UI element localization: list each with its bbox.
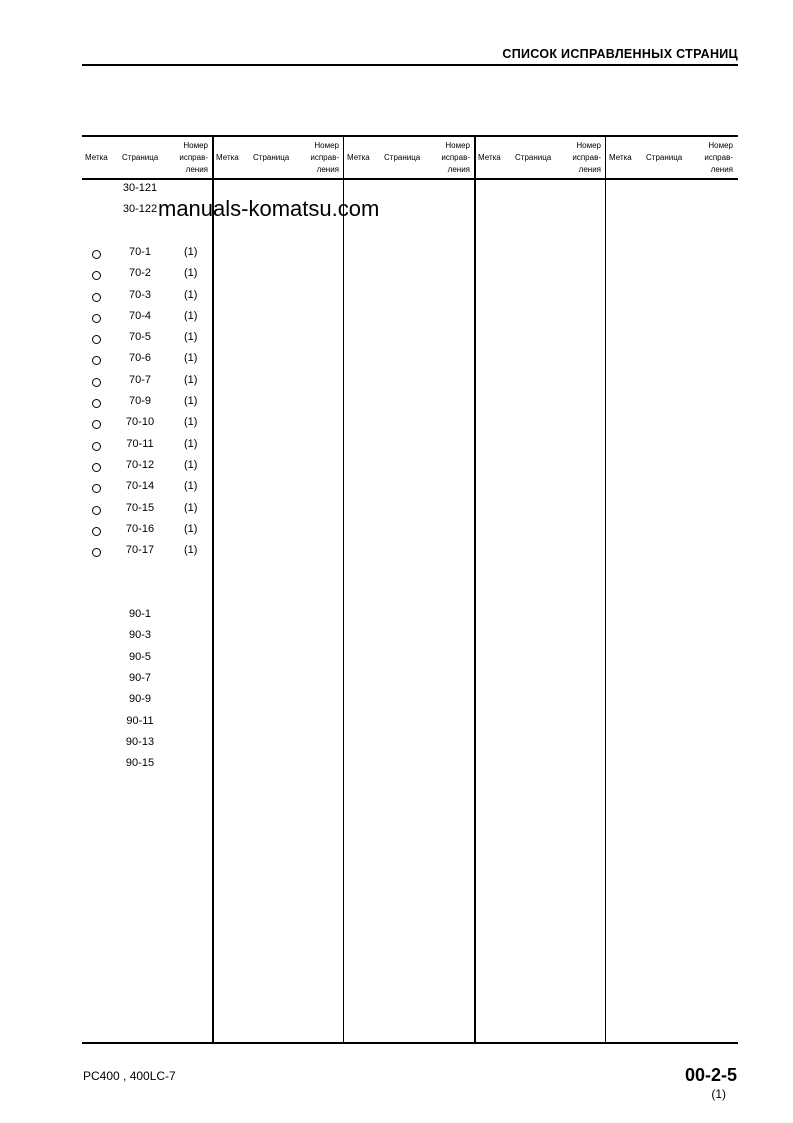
footer-revision: (1) bbox=[711, 1087, 726, 1101]
revision-cell: (1) bbox=[184, 395, 198, 407]
col-header-revision bbox=[441, 140, 470, 176]
column-divider bbox=[605, 135, 606, 1044]
column-divider bbox=[343, 135, 344, 1044]
revision-mark-circle-icon bbox=[92, 527, 101, 536]
column-group-header bbox=[82, 135, 213, 179]
col-header-revision-line: Номер bbox=[576, 141, 601, 150]
col-header-mark: Метка bbox=[216, 153, 239, 162]
col-header-page: Страница bbox=[253, 153, 290, 162]
revision-cell: (1) bbox=[184, 309, 198, 322]
col-header-revision-line: Номер bbox=[183, 141, 208, 150]
col-header-revision-line: Номер bbox=[708, 141, 733, 150]
revised-pages-table bbox=[82, 135, 738, 1044]
revision-cell: (1) bbox=[184, 522, 198, 535]
revision-cell: (1) bbox=[184, 416, 198, 429]
revision-mark-circle-icon bbox=[92, 356, 101, 365]
page-cell: 90-11 bbox=[126, 714, 154, 727]
page-cell: 90-9 bbox=[128, 693, 152, 706]
page-cell: 70-12 bbox=[125, 458, 155, 471]
col-header-revision-line: ления bbox=[316, 165, 339, 174]
footer-model: PC400 , 400LC-7 bbox=[83, 1069, 176, 1083]
column-group-header bbox=[475, 135, 606, 179]
col-header-page: Страница bbox=[384, 153, 421, 162]
table-row bbox=[82, 289, 212, 310]
page-cell: 90-13 bbox=[125, 735, 155, 748]
col-header-revision bbox=[572, 140, 601, 176]
page-cell: 70-2 bbox=[128, 267, 152, 280]
revision-mark-circle-icon bbox=[92, 463, 101, 472]
col-header-mark: Метка bbox=[85, 153, 108, 162]
table-row bbox=[82, 629, 212, 650]
revision-mark-circle-icon bbox=[92, 271, 101, 280]
col-header-revision-line: Номер bbox=[445, 141, 470, 150]
col-header-mark: Метка bbox=[609, 153, 632, 162]
revision-mark-circle-icon bbox=[92, 378, 101, 387]
page-cell: 30-122 bbox=[122, 203, 158, 216]
page-cell: 90-15 bbox=[125, 757, 155, 770]
table-row bbox=[82, 715, 212, 736]
watermark: manuals-komatsu.com bbox=[158, 196, 380, 221]
page-cell: 70-5 bbox=[128, 331, 152, 344]
footer-page-number: 00-2-5 bbox=[684, 1065, 737, 1085]
page-cell: 70-17 bbox=[125, 544, 155, 557]
col-header-page: Страница bbox=[646, 153, 683, 162]
revision-cell: (1) bbox=[184, 458, 198, 471]
page-cell: 70-9 bbox=[128, 395, 152, 407]
table-row bbox=[82, 374, 212, 395]
table-row bbox=[82, 246, 212, 267]
col-header-revision-line: ления bbox=[578, 165, 601, 174]
col-header-page: Страница bbox=[515, 153, 552, 162]
revision-mark-circle-icon bbox=[92, 442, 101, 451]
table-bottom-rule bbox=[82, 1042, 738, 1044]
revision-cell: (1) bbox=[184, 373, 198, 386]
column-divider bbox=[474, 135, 476, 1044]
table-row bbox=[82, 438, 212, 459]
col-header-revision-line: ления bbox=[185, 165, 208, 174]
table-row bbox=[82, 544, 212, 565]
revision-cell: (1) bbox=[184, 352, 198, 365]
table-row bbox=[82, 693, 212, 714]
revision-cell: (1) bbox=[184, 267, 198, 280]
revision-cell: (1) bbox=[184, 331, 198, 344]
page-cell: 70-15 bbox=[125, 501, 155, 514]
table-row bbox=[82, 310, 212, 331]
col-header-mark: Метка bbox=[478, 153, 501, 162]
table-row bbox=[82, 587, 212, 608]
col-header-revision-line: ления bbox=[710, 165, 733, 174]
col-header-page: Страница bbox=[122, 153, 159, 162]
revision-mark-circle-icon bbox=[92, 506, 101, 515]
page-cell: 70-7 bbox=[128, 373, 152, 386]
revision-mark-circle-icon bbox=[92, 399, 101, 408]
revision-cell: (1) bbox=[184, 501, 198, 514]
page-title: СПИСОК ИСПРАВЛЕННЫХ СТРАНИЦ bbox=[502, 47, 738, 61]
table-row bbox=[82, 736, 212, 757]
revision-mark-circle-icon bbox=[92, 484, 101, 493]
table-row bbox=[82, 267, 212, 288]
column-group-header bbox=[344, 135, 475, 179]
column-divider bbox=[212, 135, 214, 1044]
col-header-revision-line: исправ- bbox=[572, 153, 601, 162]
table-row bbox=[82, 608, 212, 629]
col-header-revision bbox=[704, 140, 733, 176]
column-group-header bbox=[606, 135, 738, 179]
page-cell: 70-16 bbox=[125, 522, 155, 535]
table-row bbox=[82, 459, 212, 480]
page-cell: 70-10 bbox=[125, 416, 155, 429]
revision-cell: (1) bbox=[184, 544, 198, 557]
page-cell: 90-7 bbox=[128, 671, 152, 684]
table-row bbox=[82, 416, 212, 437]
table-row bbox=[82, 352, 212, 373]
table-row bbox=[82, 565, 212, 586]
page-cell: 70-11 bbox=[126, 437, 154, 450]
col-header-mark: Метка bbox=[347, 153, 370, 162]
page-cell: 70-1 bbox=[128, 245, 152, 258]
page-cell: 30-121 bbox=[122, 182, 158, 194]
page-cell: 90-3 bbox=[128, 629, 152, 642]
col-header-revision bbox=[179, 140, 208, 176]
col-header-revision-line: исправ- bbox=[441, 153, 470, 162]
col-header-revision-line: Номер bbox=[314, 141, 339, 150]
column-group-header bbox=[213, 135, 344, 179]
page-cell: 70-14 bbox=[125, 480, 155, 493]
revision-cell: (1) bbox=[184, 480, 198, 493]
revision-mark-circle-icon bbox=[92, 335, 101, 344]
col-header-revision-line: исправ- bbox=[310, 153, 339, 162]
page-cell: 70-6 bbox=[128, 352, 152, 365]
page-cell: 70-3 bbox=[128, 288, 152, 301]
table-row bbox=[82, 651, 212, 672]
revision-mark-circle-icon bbox=[92, 250, 101, 259]
page-cell: 90-1 bbox=[128, 608, 152, 620]
page-cell: 70-4 bbox=[128, 309, 152, 322]
col-header-revision-line: ления bbox=[447, 165, 470, 174]
col-header-revision bbox=[310, 140, 339, 176]
table-row bbox=[82, 757, 212, 778]
revision-cell: (1) bbox=[184, 288, 198, 301]
table-row bbox=[82, 480, 212, 501]
col-header-revision-line: исправ- bbox=[704, 153, 733, 162]
page-cell: 90-5 bbox=[128, 650, 152, 663]
title-rule bbox=[82, 64, 738, 66]
table-row bbox=[82, 395, 212, 416]
revision-mark-circle-icon bbox=[92, 293, 101, 302]
revision-mark-circle-icon bbox=[92, 314, 101, 323]
revision-cell: (1) bbox=[184, 245, 198, 258]
col-header-revision-line: исправ- bbox=[179, 153, 208, 162]
revision-cell: (1) bbox=[184, 437, 198, 450]
revision-mark-circle-icon bbox=[92, 548, 101, 557]
table-row bbox=[82, 672, 212, 693]
table-row bbox=[82, 331, 212, 352]
table-row bbox=[82, 225, 212, 246]
table-row bbox=[82, 523, 212, 544]
table-row bbox=[82, 502, 212, 523]
revision-mark-circle-icon bbox=[92, 420, 101, 429]
